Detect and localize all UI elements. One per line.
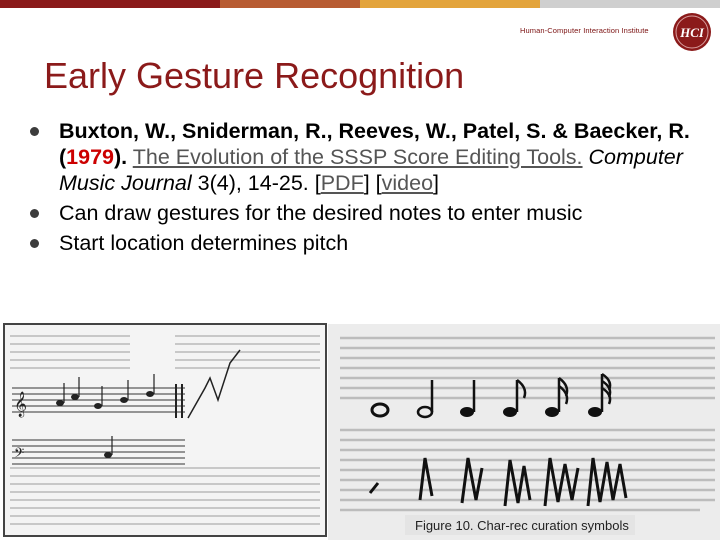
bullet-pitch: [30, 230, 710, 256]
strip-segment-2: [220, 0, 360, 8]
pdf-link[interactable]: PDF: [320, 171, 364, 195]
citation-authors: Buxton, W., Sniderman, R., Reeves, W., Patel, S. & Baecker, R. (: [59, 119, 690, 169]
bullet-gestures: [30, 200, 710, 226]
bass-note: [104, 452, 112, 458]
citation-after-year: ).: [114, 145, 128, 169]
treble-clef-icon: 𝄞: [14, 392, 28, 417]
bullet-dot-icon: [30, 239, 39, 248]
bass-clef-icon: 𝄢: [14, 445, 25, 464]
strip-segment-4: [540, 0, 720, 8]
video-link[interactable]: video: [381, 171, 434, 195]
scanned-figure: [0, 318, 720, 540]
hci-logo-icon: [672, 12, 712, 52]
strip-segment-3: [360, 0, 540, 8]
bullet-dot-icon: [30, 209, 39, 218]
bullet-citation: [30, 118, 710, 196]
journal-name: Computer Music Journal: [59, 145, 683, 195]
strip-segment-1: [0, 0, 220, 8]
citation-year: 1979: [66, 145, 115, 169]
top-color-strip: [0, 0, 720, 8]
bullet-list: [30, 118, 710, 260]
citation-end: ]: [433, 171, 440, 195]
right-scan-panel: [328, 324, 720, 540]
bullet-text: Start location determines pitch: [59, 231, 349, 255]
paper-title-link[interactable]: The Evolution of the SSSP Score Editing Tools.: [132, 145, 583, 169]
logo-text: HCI: [680, 25, 704, 40]
institute-name: Human-Computer Interaction Institute: [520, 26, 649, 35]
left-scan-panel: [4, 324, 326, 536]
bullet-dot-icon: [30, 127, 39, 136]
link-separator: ] [: [363, 171, 382, 195]
citation-volume: 3(4), 14-25. [: [197, 171, 321, 195]
figure-caption: Figure 10. Char-rec curation symbols: [415, 518, 629, 533]
slide-title: Early Gesture Recognition: [44, 55, 465, 96]
bullet-text: Can draw gestures for the desired notes to enter music: [59, 201, 583, 225]
